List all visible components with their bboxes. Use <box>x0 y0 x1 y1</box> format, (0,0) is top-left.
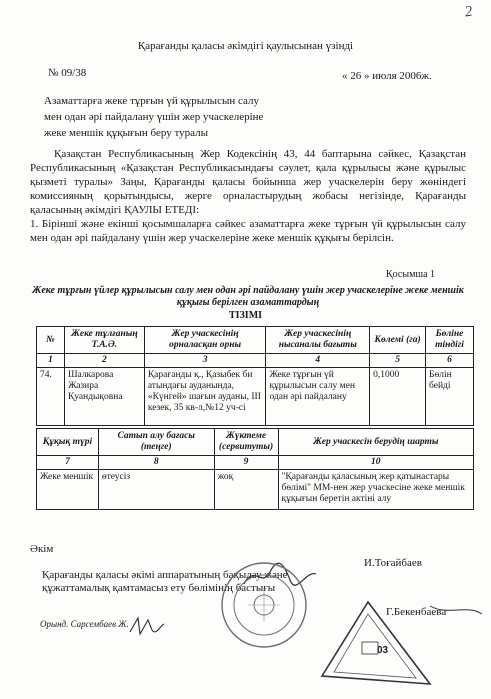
resolution-number: № 09/38 <box>48 67 87 79</box>
column-number-row <box>37 354 474 368</box>
rights-conditions-table <box>36 428 474 510</box>
subject-line: Азаматтарға жеке тұрғын үй құрылысын салу <box>44 95 259 107</box>
col-header: Көлемі (га) <box>370 327 426 354</box>
purchase-price: өтеусіз <box>98 470 214 510</box>
col-header: Сатып алу бағасы (теңге) <box>98 429 214 456</box>
document-header-title: Қарағанды қаласы әкімдігі қаулысынан үзінді <box>137 40 354 52</box>
executor-note: Орынд. Сарсембаев Ж. <box>40 619 129 629</box>
col-header: Жер учаскесінің орналасқан орны <box>144 327 266 354</box>
col-header: Құқық түрі <box>37 429 99 456</box>
table-row <box>37 470 474 510</box>
col-header: Бөліне тіндігі <box>426 327 474 354</box>
body-paragraph-1: Қазақстан Республикасының Жер Кодексінің 43, 44 баптарына сәйкес, Қазақстан Республикасының «Қазақстан Республикасындағы сәулет, қала құрылысы және құрылыс қызметі туралы» Заңы, Қарағанды қаласы бойынша жер учаскелерін беру жөніндегі комиссияның қорытындысы, жерге орналастырудың жобасы негізінде, Қарағанды қаласының әкімдігі ҚАУЛЫ ЕТЕДІ: <box>30 148 466 216</box>
col-number: 2 <box>64 354 144 368</box>
appendix-label: Қосымша 1 <box>386 269 436 280</box>
table-header-row <box>37 429 474 456</box>
resolution-date: « 26 » июля 2006ж. <box>342 70 432 82</box>
akim-name: И.Тоғайбаев <box>364 557 422 569</box>
col-number: 7 <box>37 456 99 470</box>
col-number: 4 <box>266 354 370 368</box>
table-header-row <box>37 327 474 354</box>
col-number: 9 <box>214 456 278 470</box>
subject-line: мен одан әрі пайдалану үшін жер учаскелеріне <box>44 111 264 123</box>
plot-location: Қарағанды қ., Қазыбек би атындағы ауданында, «Күнгей» шағын ауданы, III кезек, 35 кв-л,№12 уч-сі <box>144 368 266 426</box>
list-table-subtitle: ТІЗІМІ <box>228 310 263 321</box>
plot-divisibility: Бөлін бейді <box>426 368 474 426</box>
grant-condition: "Қарағанды қаласының жер қатынастары бөлімі" ММ-нен жер учаскесіне жеке меншік құқығын беретін актіні алу <box>278 470 473 510</box>
col-number: 1 <box>37 354 65 368</box>
col-number: 6 <box>426 354 474 368</box>
official-round-seal <box>218 560 310 650</box>
department-head-name: Г.Бекенбаева <box>386 606 447 618</box>
col-number: 5 <box>370 354 426 368</box>
col-header: № <box>37 327 65 354</box>
col-number: 8 <box>98 456 214 470</box>
executor-signature <box>126 612 166 640</box>
col-number: 3 <box>144 354 266 368</box>
col-header: Жеке тұлғаның Т.А.Ә. <box>64 327 144 354</box>
col-header: Жер учаскесінің нысаналы бағыты <box>266 327 370 354</box>
col-header: Жүктеме (сервитуты) <box>214 429 278 456</box>
body-paragraph-2: 1. Бірінші және екінші қосымшаларға сәйкес азаматтарға жеке тұрғын үй құрылысын салу мен одан әрі пайдалану үшін жер учаскелеріне жеке меншік құқығы берілсін. <box>30 218 466 244</box>
col-number: 10 <box>278 456 473 470</box>
person-name: Шалкарова Жазира Қуандықовна <box>64 368 144 426</box>
triangle-stamp <box>318 596 488 692</box>
department-head-title: Қарағанды қаласы әкімі аппаратының бақылау және құжаттамалық қамтамасыз ету бөлімінің бастығы <box>42 569 288 594</box>
servitude: жоқ <box>214 470 278 510</box>
column-number-row <box>37 456 474 470</box>
right-type: Жеке меншік <box>37 470 99 510</box>
list-table-title: Жеке тұрғын үйлер құрылысын салу мен одан әрі пайдалану үшін жер учаскелеріне жеке меншік құқығы берілген азаматтардың <box>32 285 464 308</box>
akim-label: Әкім <box>30 543 54 555</box>
col-header: Жер учаскесін берудің шарты <box>278 429 473 456</box>
table-row <box>37 368 474 426</box>
resolution-subject <box>44 93 324 141</box>
citizens-land-table <box>36 326 474 426</box>
plot-purpose: Жеке тұрғын үй құрылысын салу мен одан әрі пайдалану <box>266 368 370 426</box>
row-number: 74. <box>37 368 65 426</box>
stamp-number: 03 <box>377 645 389 656</box>
resolution-body <box>30 147 466 245</box>
subject-line: жеке меншік құқығын беру туралы <box>44 127 208 139</box>
plot-area: 0,1000 <box>370 368 426 426</box>
page-number-handwritten: 2 <box>463 3 474 21</box>
